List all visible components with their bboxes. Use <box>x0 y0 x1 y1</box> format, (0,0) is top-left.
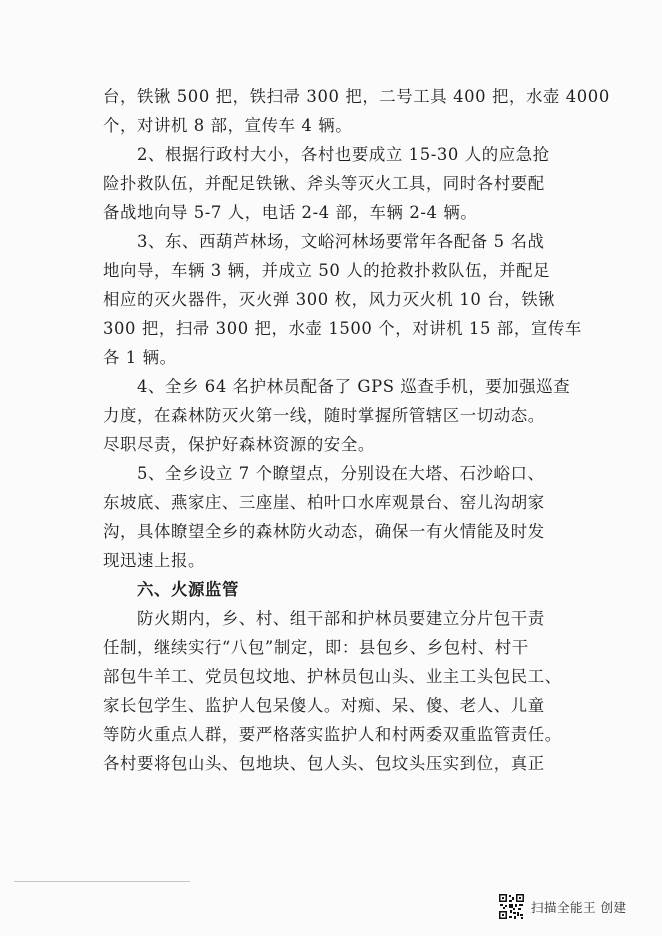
text-line: 家长包学生、监护人包呆傻人。对痴、呆、傻、老人、儿童 <box>103 696 545 715</box>
text-line: 各村要将包山头、包地块、包人头、包坟头压实到位，真正 <box>103 754 545 773</box>
text-line: 地向导，车辆 3 辆，并成立 50 人的抢救扑救队伍，并配足 <box>103 261 551 280</box>
footer-divider <box>14 881 190 882</box>
paragraph-5 <box>103 459 551 575</box>
paragraph-1 <box>103 82 610 140</box>
text-line: 台，铁锹 500 把，铁扫帚 300 把，二号工具 400 把，水壶 4000 <box>103 87 610 106</box>
text-line: 3、东、西葫芦林场，文峪河林场要常年各配备 5 名战 <box>103 232 545 251</box>
text-line: 东坡底、燕家庄、三座崖、柏叶口水库观景台、窑儿沟胡家 <box>103 493 545 512</box>
text-line: 备战地向导 5-7 人，电话 2-4 部，车辆 2-4 辆。 <box>103 203 478 222</box>
text-line: 相应的灭火器件，灭火弹 300 枚，风力灭火机 10 台，铁锹 <box>103 290 556 309</box>
text-line: 4、全乡 64 名护林员配备了 GPS 巡查手机，要加强巡查 <box>103 377 571 396</box>
text-line: 5、全乡设立 7 个瞭望点，分别设在大塔、石沙峪口、 <box>103 464 545 483</box>
paragraph-4 <box>103 372 571 459</box>
text-line: 个，对讲机 8 部，宣传车 4 辆。 <box>103 116 353 135</box>
paragraph-6 <box>103 604 562 778</box>
text-line: 险扑救队伍，并配足铁锹、斧头等灭火工具，同时各村要配 <box>103 174 545 193</box>
text-line: 2、根据行政村大小，各村也要成立 15-30 人的应急抢 <box>103 145 550 164</box>
text-line: 现迅速上报。 <box>103 551 205 570</box>
paragraph-3 <box>103 227 582 372</box>
text-line: 尽职尽责，保护好森林资源的安全。 <box>103 435 375 454</box>
text-line: 沟，具体瞭望全乡的森林防火动态，确保一有火情能及时发 <box>103 522 545 541</box>
scanner-watermark <box>498 893 626 920</box>
text-line: 等防火重点人群，要严格落实监护人和村两委双重监管责任。 <box>103 725 562 744</box>
text-line: 各 1 辆。 <box>103 348 177 367</box>
paragraph-2 <box>103 140 551 227</box>
text-line: 任制，继续实行“八包”制定，即：县包乡、乡包村、村干 <box>103 638 529 657</box>
document-body <box>103 82 610 778</box>
text-line: 防火期内，乡、村、组干部和护林员要建立分片包干责 <box>103 609 545 628</box>
text-line: 300 把，扫帚 300 把，水壶 1500 个，对讲机 15 部，宣传车 <box>103 319 582 338</box>
text-line: 部包牛羊工、党员包坟地、护林员包山头、业主工头包民工、 <box>103 667 562 686</box>
section-heading: 六、火源监管 <box>137 580 239 599</box>
watermark-text: 扫描全能王 创建 <box>531 899 627 915</box>
qr-code-icon <box>498 893 525 920</box>
text-line: 力度，在森林防灭火第一线，随时掌握所管辖区一切动态。 <box>103 406 545 425</box>
